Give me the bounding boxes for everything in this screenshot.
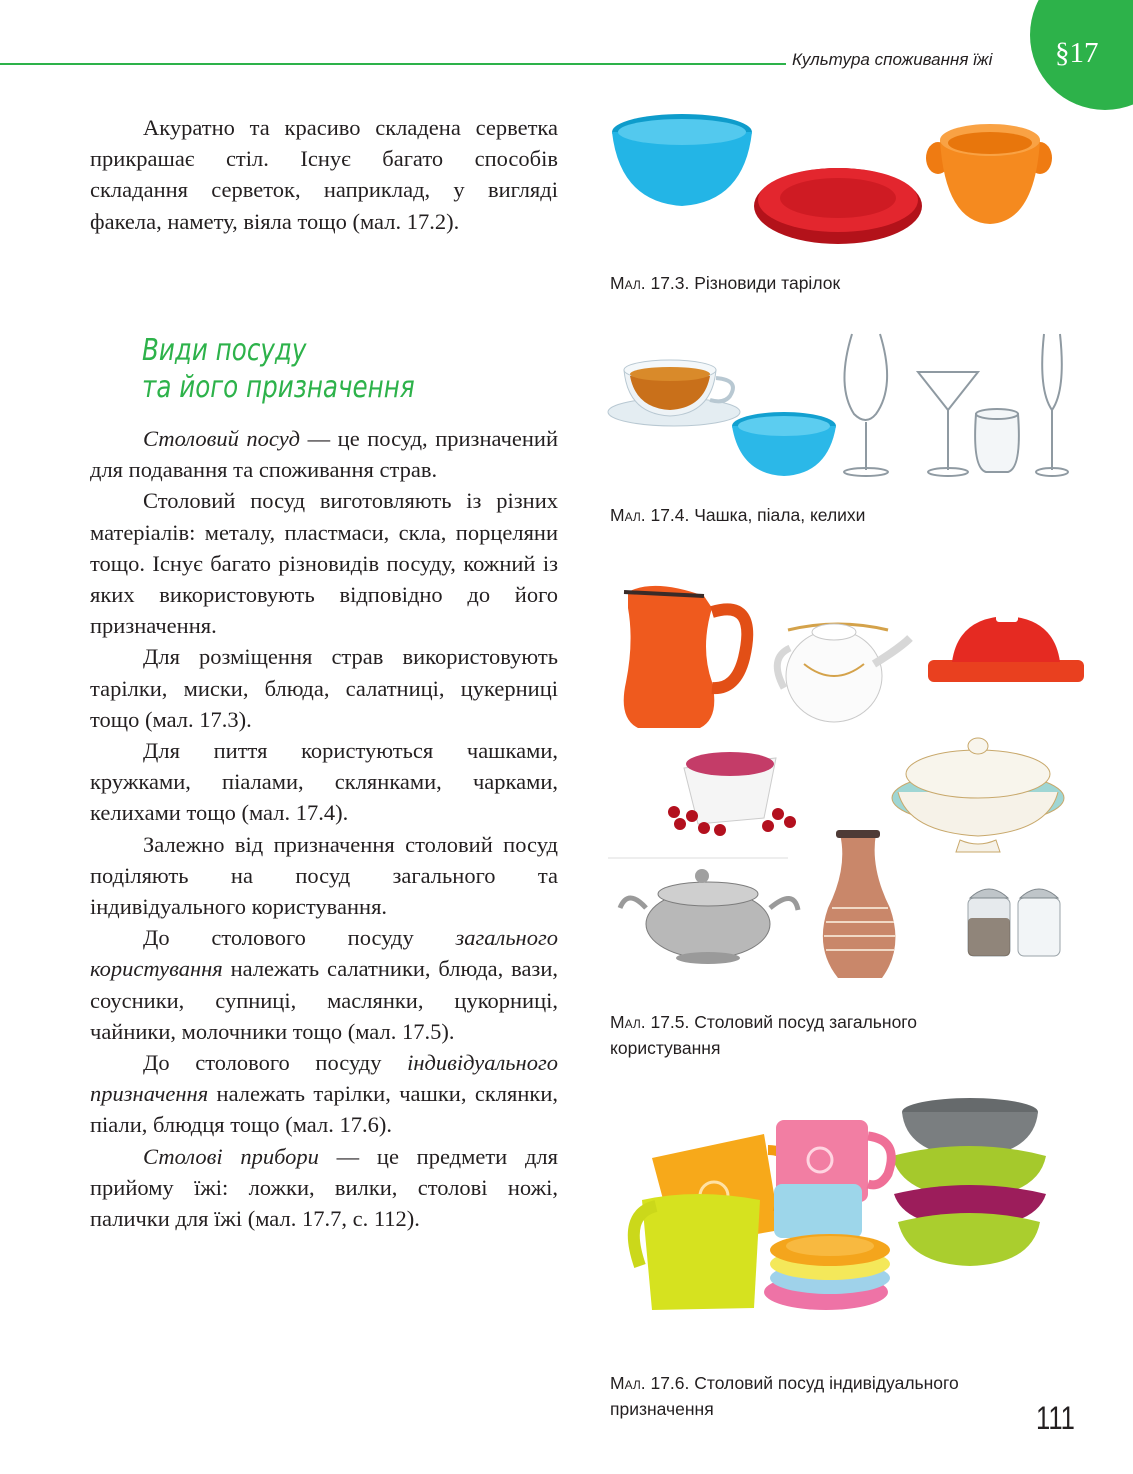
page-number: 111	[1036, 1400, 1075, 1436]
fig-prefix: Мал.	[610, 1373, 646, 1393]
orange-dish-image	[926, 124, 1052, 224]
paragraph-1-text: — це посуд, призначений для подавання та споживання страв.	[90, 426, 558, 483]
vase-image	[823, 830, 896, 978]
caption-17-4-text: 17.4. Чашка, піала, келихи	[645, 505, 866, 525]
fig-prefix: Мал.	[610, 505, 646, 525]
wine-glass-image	[844, 334, 888, 476]
intro-paragraph: Акуратно та красиво складена серветка прикрашає стіл. Існує багато способів складання серветок, наприклад, у вигляді факела, намету, віяла тощо (мал. 17.2).	[90, 115, 558, 234]
blue-piala-image	[732, 412, 836, 476]
caption-17-5-line-2: користування	[610, 1038, 721, 1058]
tumbler-glass-image	[975, 409, 1019, 472]
paragraph-8-text: — це предмети для прийому їжі: ложки, вилки, столові ножі, палички для їжі (мал. 17.7, с. 112).	[90, 1143, 558, 1232]
header-rule	[0, 63, 786, 65]
sugar-bowl-image	[620, 869, 798, 964]
paragraph-7	[90, 1047, 558, 1141]
paragraph-7-start: До столового посуду	[143, 1050, 408, 1076]
paragraph-8	[90, 1141, 558, 1235]
section-heading	[142, 332, 495, 406]
saucer-stack-image	[764, 1234, 890, 1310]
paragraph-2: Столовий посуд виготовляють із різних матеріалів: металу, пластмаси, скла, порцеляни тощо. Існує багато різновидів посуду, кожний із яких використовують відповідно до його призначення.	[90, 488, 558, 639]
caption-17-5-line-1	[610, 1009, 917, 1035]
paragraph-6-start: До столового посуду	[143, 925, 456, 951]
soup-tureen-image	[892, 738, 1064, 852]
teapot-image	[777, 624, 910, 722]
heading-line-2: та його призначення	[142, 370, 415, 405]
blue-cup-image	[774, 1184, 862, 1238]
paragraph-3: Для розміщення страв використовують тарілки, миски, блюда, салатниці, цукерниці тощо (мал. 17.3).	[90, 644, 558, 732]
heading-line-1: Види посуду	[142, 333, 307, 368]
caption-17-6-text: 17.6. Столовий посуд індивідуального	[645, 1373, 959, 1393]
paragraph-1	[90, 423, 558, 485]
champagne-flute-image	[1036, 334, 1068, 476]
caption-17-4	[610, 502, 865, 528]
pepper-shaker-image	[1018, 889, 1060, 956]
figure-17-3-plates	[600, 110, 1040, 250]
fig-prefix: Мал.	[610, 1012, 646, 1032]
section-number: §17	[1055, 37, 1099, 69]
salad-bowl-image	[668, 752, 796, 836]
paragraph-7-text: належать тарілки, чашки, склянки, піали, блюдця тощо (мал. 17.6).	[90, 1081, 558, 1138]
caption-17-6-line-2: призначення	[610, 1399, 714, 1419]
butter-dish-image	[928, 608, 1084, 682]
paragraph-4: Для пиття користуються чашками, кружками, піалами, склянками, чарками, келихами тощо (мал. 17.4).	[90, 738, 558, 826]
term-cutlery: Столові прибори	[143, 1143, 319, 1169]
red-plate-image	[754, 168, 922, 244]
term-individual-use: індивідуального призначення	[90, 1050, 558, 1107]
figure-17-5-common-tableware	[608, 578, 1088, 998]
figure-17-6-individual-tableware	[636, 1096, 1056, 1316]
intro-text	[90, 112, 558, 237]
blue-bowl-image	[612, 114, 752, 206]
tea-cup-image	[608, 360, 740, 426]
fig-prefix: Мал.	[610, 273, 646, 293]
bowl-stack-image	[892, 1098, 1046, 1266]
paragraph-6	[90, 922, 558, 1047]
paragraph-5: Залежно від призначення столовий посуд поділяють на посуд загального та індивідуального користування.	[90, 831, 558, 920]
caption-17-6-line-1	[610, 1370, 959, 1396]
paragraph-6-text: належать салатники, блюда, вази, соусники, супниці, маслянки, цукорниці, чайники, молочники тощо (мал. 17.5).	[90, 956, 558, 1044]
caption-17-5-text: 17.5. Столовий посуд загального	[645, 1012, 918, 1032]
caption-17-5	[610, 1009, 917, 1061]
orange-jug-image	[624, 586, 748, 728]
term-common-use: загального користування	[90, 925, 558, 982]
term-tableware: Столовий посуд	[143, 426, 301, 451]
green-mug-image	[634, 1194, 760, 1310]
caption-17-3	[610, 270, 840, 296]
caption-17-6	[610, 1370, 959, 1422]
figure-17-4-drinkware	[606, 330, 1086, 480]
martini-glass-image	[918, 372, 978, 476]
caption-17-3-text: 17.3. Різновиди тарілок	[645, 273, 841, 293]
body-text	[90, 423, 558, 1234]
running-header-title: Культура споживання їжі	[792, 50, 993, 69]
salt-shaker-image	[968, 889, 1010, 956]
